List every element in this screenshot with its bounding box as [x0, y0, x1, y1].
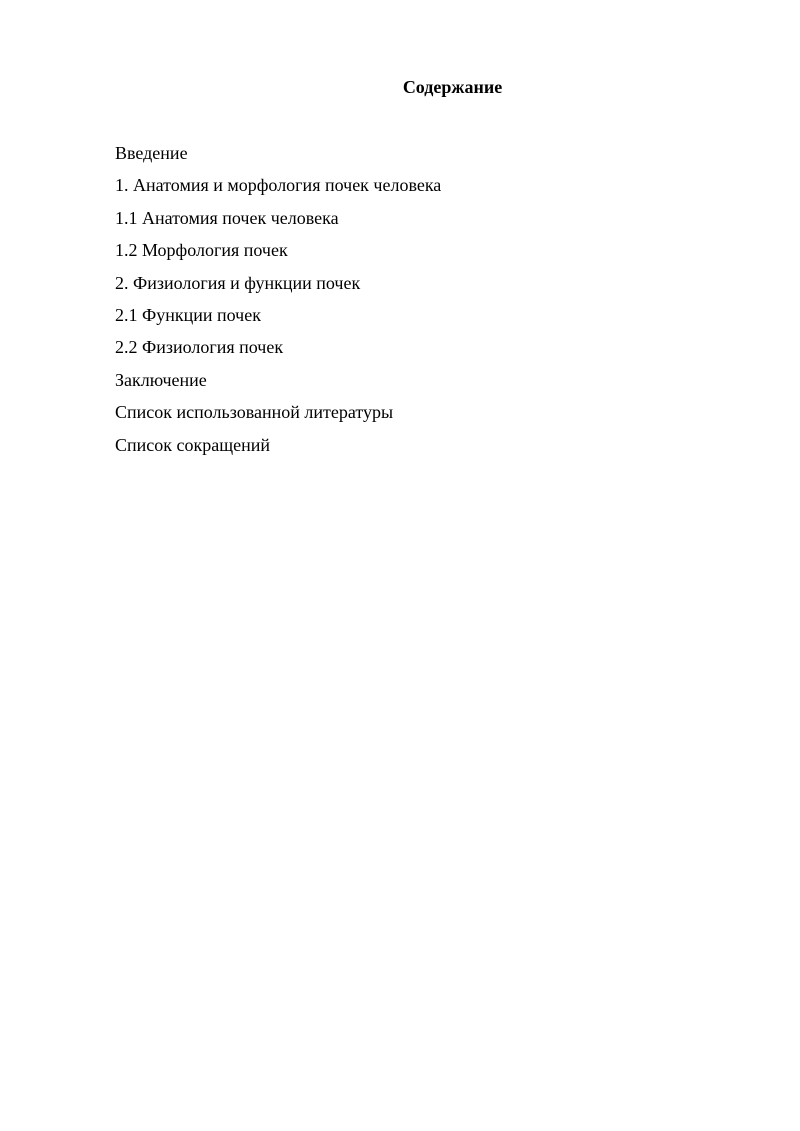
- toc-item: Введение: [115, 143, 188, 163]
- toc-item: 2. Физиология и функции почек: [115, 272, 361, 293]
- toc-item: 2.1 Функции почек: [115, 304, 261, 325]
- toc-item: Список сокращений: [115, 434, 270, 455]
- toc-item: 2.2 Физиология почек: [115, 337, 284, 358]
- toc-item: 1.1 Анатомия почек человека: [115, 207, 339, 228]
- toc-item: 1.2 Морфология почек: [115, 240, 288, 261]
- table-of-contents: [115, 142, 441, 466]
- page-title: Содержание: [402, 77, 503, 97]
- toc-item: Список использованной литературы: [115, 402, 394, 423]
- toc-item: Заключение: [115, 369, 207, 390]
- toc-item: 1. Анатомия и морфология почек человека: [115, 175, 442, 196]
